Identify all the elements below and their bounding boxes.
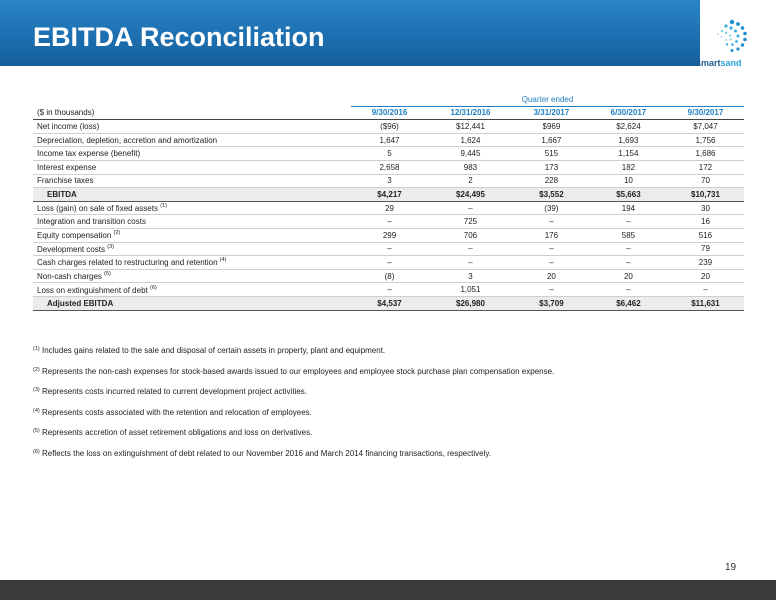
row-label bbox=[33, 269, 351, 283]
footnote bbox=[33, 426, 753, 438]
ebitda-reconciliation-table bbox=[33, 93, 744, 311]
row-label-text: Net income (loss) bbox=[37, 121, 100, 131]
footnote-ref: (4) bbox=[219, 257, 227, 264]
table-row bbox=[33, 215, 744, 229]
table-row bbox=[33, 269, 744, 283]
value-cell: 706 bbox=[428, 228, 513, 242]
footnote-number: (4) bbox=[33, 407, 40, 414]
value-cell: 194 bbox=[590, 201, 667, 215]
page-number: 19 bbox=[725, 562, 737, 573]
value-cell: 299 bbox=[351, 228, 428, 242]
value-cell: $3,552 bbox=[513, 188, 590, 202]
row-label bbox=[33, 174, 351, 188]
table-row bbox=[33, 242, 744, 256]
row-label-text: Franchise taxes bbox=[37, 176, 94, 186]
group-header-spacer bbox=[33, 93, 351, 106]
value-cell: 5 bbox=[351, 147, 428, 161]
value-cell: 2 bbox=[428, 174, 513, 188]
page-title: EBITDA Reconciliation bbox=[33, 22, 325, 52]
title-banner bbox=[0, 0, 700, 66]
footnote-ref: (5) bbox=[104, 271, 111, 278]
group-header-row bbox=[33, 93, 744, 106]
value-cell: 3 bbox=[428, 269, 513, 283]
value-cell: 20 bbox=[667, 269, 744, 283]
value-cell: 515 bbox=[513, 147, 590, 161]
value-cell: $10,731 bbox=[667, 188, 744, 202]
value-cell: $26,980 bbox=[428, 296, 513, 310]
value-cell: – bbox=[351, 242, 428, 256]
footnote-number: (6) bbox=[33, 448, 40, 455]
value-cell: – bbox=[351, 215, 428, 229]
logo-wordmark bbox=[696, 58, 742, 68]
footnote-text: Represents costs associated with the retention and relocation of employees. bbox=[41, 407, 312, 417]
units-label: ($ in thousands) bbox=[33, 106, 351, 120]
value-cell: 516 bbox=[667, 228, 744, 242]
value-cell: 173 bbox=[513, 160, 590, 174]
value-cell: $5,663 bbox=[590, 188, 667, 202]
value-cell: 10 bbox=[590, 174, 667, 188]
table-row bbox=[33, 160, 744, 174]
value-cell: $2,624 bbox=[590, 120, 667, 134]
footnote-ref: (6) bbox=[149, 284, 157, 291]
value-cell: – bbox=[428, 242, 513, 256]
value-cell: $6,462 bbox=[590, 296, 667, 310]
value-cell: – bbox=[590, 215, 667, 229]
value-cell: 1,756 bbox=[667, 133, 744, 147]
value-cell: 176 bbox=[513, 228, 590, 242]
row-label-text: Income tax expense (benefit) bbox=[37, 149, 141, 159]
quarter-ended-header: Quarter ended bbox=[351, 93, 744, 106]
row-label-text: Non-cash charges bbox=[37, 272, 102, 282]
value-cell: 29 bbox=[351, 201, 428, 215]
table-row bbox=[33, 201, 744, 215]
table-body bbox=[33, 120, 744, 310]
value-cell: 9,445 bbox=[428, 147, 513, 161]
row-label bbox=[33, 296, 351, 310]
row-label bbox=[33, 160, 351, 174]
value-cell: $4,537 bbox=[351, 296, 428, 310]
footnotes bbox=[33, 344, 753, 468]
value-cell: 1,051 bbox=[428, 283, 513, 297]
row-label-text: Development costs bbox=[37, 244, 106, 254]
column-header: 6/30/2017 bbox=[590, 106, 667, 120]
value-cell: – bbox=[428, 256, 513, 270]
value-cell: 1,686 bbox=[667, 147, 744, 161]
table-row bbox=[33, 188, 744, 202]
column-header-row bbox=[33, 106, 744, 120]
footnote bbox=[33, 344, 753, 356]
column-header: 3/31/2017 bbox=[513, 106, 590, 120]
value-cell: 20 bbox=[590, 269, 667, 283]
footnote bbox=[33, 447, 753, 459]
value-cell: 2,658 bbox=[351, 160, 428, 174]
table-row bbox=[33, 120, 744, 134]
logo-wordmark-smart: smart bbox=[696, 58, 721, 68]
row-label-text: Equity compensation bbox=[37, 231, 112, 241]
value-cell: 182 bbox=[590, 160, 667, 174]
value-cell: $4,217 bbox=[351, 188, 428, 202]
footnote-number: (1) bbox=[33, 346, 40, 352]
row-label bbox=[33, 188, 351, 202]
value-cell: – bbox=[590, 256, 667, 270]
value-cell: 983 bbox=[428, 160, 513, 174]
footnote-ref: (2) bbox=[113, 230, 121, 237]
value-cell: – bbox=[351, 256, 428, 270]
row-label-text: Interest expense bbox=[37, 162, 97, 172]
row-label bbox=[33, 242, 351, 256]
footnote-text: Includes gains related to the sale and disposal of certain assets in property, plant and equipment. bbox=[41, 346, 386, 355]
footnote-text: Represents costs incurred related to current development project activities. bbox=[41, 387, 307, 397]
table-row bbox=[33, 296, 744, 310]
table-row bbox=[33, 133, 744, 147]
value-cell: (8) bbox=[351, 269, 428, 283]
row-label-text: Integration and transition costs bbox=[37, 217, 146, 227]
value-cell: 1,624 bbox=[428, 133, 513, 147]
value-cell: – bbox=[667, 283, 744, 297]
row-label bbox=[33, 283, 351, 297]
table-row bbox=[33, 256, 744, 270]
footnote-text: Reflects the loss on extinguishment of debt related to our November 2016 and March 2014 financing transactions, respectively. bbox=[41, 448, 491, 458]
value-cell: ($96) bbox=[351, 120, 428, 134]
row-label bbox=[33, 201, 351, 215]
value-cell: $3,709 bbox=[513, 296, 590, 310]
logo-wordmark-sand: sand bbox=[720, 58, 742, 68]
value-cell: 79 bbox=[667, 242, 744, 256]
value-cell: 30 bbox=[667, 201, 744, 215]
footnote-ref: (1) bbox=[160, 203, 167, 210]
footnote-number: (2) bbox=[33, 366, 40, 373]
row-label bbox=[33, 215, 351, 229]
table-row bbox=[33, 283, 744, 297]
column-header: 12/31/2016 bbox=[428, 106, 513, 120]
value-cell: – bbox=[428, 201, 513, 215]
row-label-text: Loss (gain) on sale of fixed assets bbox=[37, 204, 158, 214]
row-label-text: Loss on extinguishment of debt bbox=[37, 285, 148, 295]
footer-bar bbox=[0, 580, 776, 600]
value-cell: 725 bbox=[428, 215, 513, 229]
value-cell: $7,047 bbox=[667, 120, 744, 134]
value-cell: 1,647 bbox=[351, 133, 428, 147]
value-cell: 585 bbox=[590, 228, 667, 242]
footnote bbox=[33, 365, 753, 377]
table-row bbox=[33, 228, 744, 242]
value-cell: 1,693 bbox=[590, 133, 667, 147]
footnote-number: (3) bbox=[33, 387, 40, 394]
value-cell: 20 bbox=[513, 269, 590, 283]
value-cell: 172 bbox=[667, 160, 744, 174]
footnote-number: (5) bbox=[33, 428, 40, 435]
footnote bbox=[33, 406, 753, 418]
value-cell: 16 bbox=[667, 215, 744, 229]
column-header: 9/30/2016 bbox=[351, 106, 428, 120]
table-row bbox=[33, 147, 744, 161]
footnote bbox=[33, 385, 753, 397]
value-cell: – bbox=[590, 242, 667, 256]
row-label-text: Adjusted EBITDA bbox=[47, 298, 114, 308]
column-header: 9/30/2017 bbox=[667, 106, 744, 120]
value-cell: – bbox=[513, 283, 590, 297]
value-cell: $24,495 bbox=[428, 188, 513, 202]
value-cell: 1,667 bbox=[513, 133, 590, 147]
row-label bbox=[33, 256, 351, 270]
value-cell: – bbox=[513, 242, 590, 256]
value-cell: 3 bbox=[351, 174, 428, 188]
row-label bbox=[33, 228, 351, 242]
row-label bbox=[33, 147, 351, 161]
value-cell: 239 bbox=[667, 256, 744, 270]
row-label bbox=[33, 120, 351, 134]
value-cell: $12,441 bbox=[428, 120, 513, 134]
value-cell: – bbox=[590, 283, 667, 297]
row-label-text: Depreciation, depletion, accretion and amortization bbox=[37, 135, 218, 145]
value-cell: 228 bbox=[513, 174, 590, 188]
value-cell: 1,154 bbox=[590, 147, 667, 161]
footnote-text: Represents the non-cash expenses for stock-based awards issued to our employees and employee stock purchase plan compensation expense. bbox=[41, 366, 555, 376]
value-cell: – bbox=[513, 256, 590, 270]
value-cell: – bbox=[513, 215, 590, 229]
value-cell: $969 bbox=[513, 120, 590, 134]
row-label-text: Cash charges related to restructuring and retention bbox=[37, 258, 218, 268]
row-label bbox=[33, 133, 351, 147]
footnote-ref: (3) bbox=[107, 243, 114, 250]
footnote-text: Represents accretion of asset retirement obligations and loss on derivatives. bbox=[41, 428, 313, 438]
table-row bbox=[33, 174, 744, 188]
value-cell: – bbox=[351, 283, 428, 297]
row-label-text: EBITDA bbox=[47, 189, 77, 199]
value-cell: 70 bbox=[667, 174, 744, 188]
value-cell: $11,631 bbox=[667, 296, 744, 310]
value-cell: (39) bbox=[513, 201, 590, 215]
